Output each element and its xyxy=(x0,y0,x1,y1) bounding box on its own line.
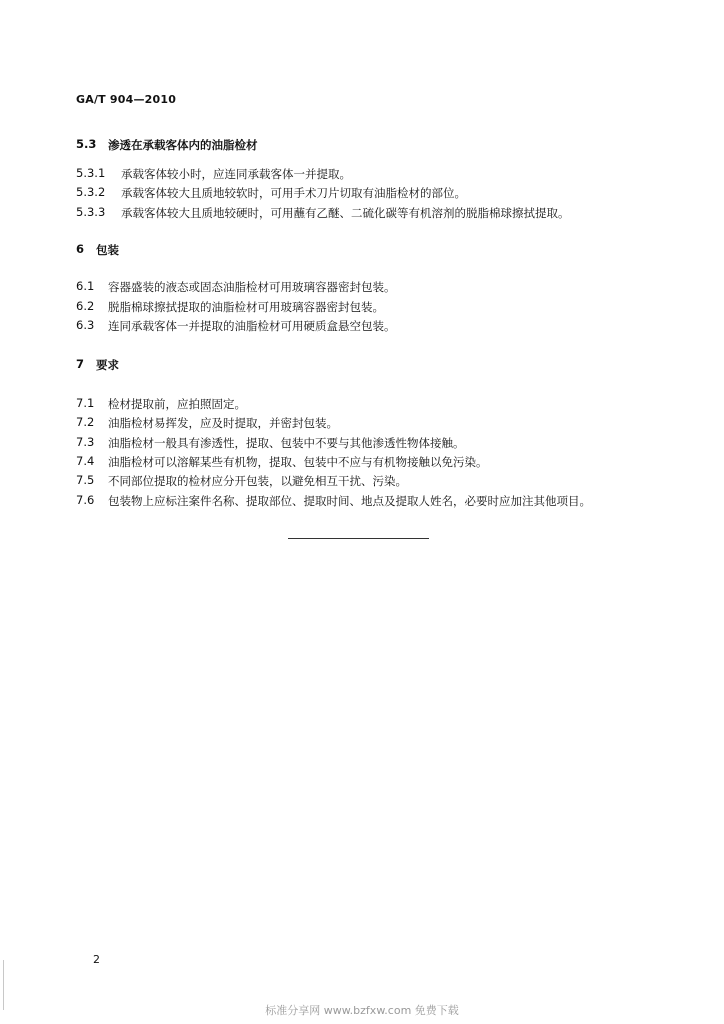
clause-text: 脱脂棉球擦拭提取的油脂检材可用玻璃容器密封包装。 xyxy=(108,300,384,314)
section-number: 7 xyxy=(76,357,85,371)
clause-text: 连同承载客体一并提取的油脂检材可用硬质盒悬空包装。 xyxy=(108,319,396,333)
section-number: 5.3 xyxy=(76,137,97,151)
clause xyxy=(76,415,338,430)
standard-code: GA/T 904—2010 xyxy=(76,93,177,106)
end-divider xyxy=(288,538,429,539)
clause-text: 承载客体较小时，应连同承载客体一并提取。 xyxy=(121,167,351,181)
clause-number: 6.2 xyxy=(76,299,95,313)
clause-number: 5.3.1 xyxy=(76,166,106,180)
section-heading xyxy=(76,137,258,152)
clause-text: 油脂检材可以溶解某些有机物，提取、包装中不应与有机物接触以免污染。 xyxy=(108,455,488,469)
clause xyxy=(76,299,384,314)
section-text: 包装 xyxy=(96,243,119,257)
clause xyxy=(76,279,396,294)
clause-number: 5.3.3 xyxy=(76,205,106,219)
clause-text: 包装物上应标注案件名称、提取部位、提取时间、地点及提取人姓名，必要时应加注其他项目。 xyxy=(108,494,591,508)
clause-number: 7.6 xyxy=(76,493,95,507)
clause-text: 容器盛装的液态或固态油脂检材可用玻璃容器密封包装。 xyxy=(108,280,396,294)
clause xyxy=(76,205,570,220)
clause-text: 检材提取前，应拍照固定。 xyxy=(108,397,246,411)
clause xyxy=(76,396,246,411)
clause-text: 油脂检材一般具有渗透性，提取、包装中不要与其他渗透性物体接触。 xyxy=(108,436,465,450)
clause xyxy=(76,166,351,181)
clause xyxy=(76,318,396,333)
section-heading xyxy=(76,242,119,257)
clause-text: 不同部位提取的检材应分开包装，以避免相互干扰、污染。 xyxy=(108,474,407,488)
page-number: 2 xyxy=(93,953,100,966)
section-text: 要求 xyxy=(96,358,119,372)
clause-number: 7.5 xyxy=(76,473,95,487)
clause-text: 油脂检材易挥发，应及时提取，并密封包装。 xyxy=(108,416,338,430)
clause-number: 6.3 xyxy=(76,318,95,332)
clause xyxy=(76,454,488,469)
clause-number: 7.1 xyxy=(76,396,95,410)
clause xyxy=(76,473,407,488)
section-text: 渗透在承载客体内的油脂检材 xyxy=(108,138,258,152)
section-number: 6 xyxy=(76,242,85,256)
clause-number: 7.2 xyxy=(76,415,95,429)
clause-number: 6.1 xyxy=(76,279,95,293)
clause xyxy=(76,435,465,450)
clause-number: 5.3.2 xyxy=(76,185,106,199)
clause-number: 7.3 xyxy=(76,435,95,449)
section-heading xyxy=(76,357,119,372)
clause-text: 承载客体较大且质地较硬时，可用蘸有乙醚、二硫化碳等有机溶剂的脱脂棉球擦拭提取。 xyxy=(121,206,570,220)
clause-number: 7.4 xyxy=(76,454,95,468)
clause-text: 承载客体较大且质地较软时，可用手术刀片切取有油脂检材的部位。 xyxy=(121,186,466,200)
clause xyxy=(76,185,466,200)
clause xyxy=(76,493,591,508)
footer-watermark: 标准分享网 www.bzfxw.com 免费下载 xyxy=(265,1004,459,1017)
